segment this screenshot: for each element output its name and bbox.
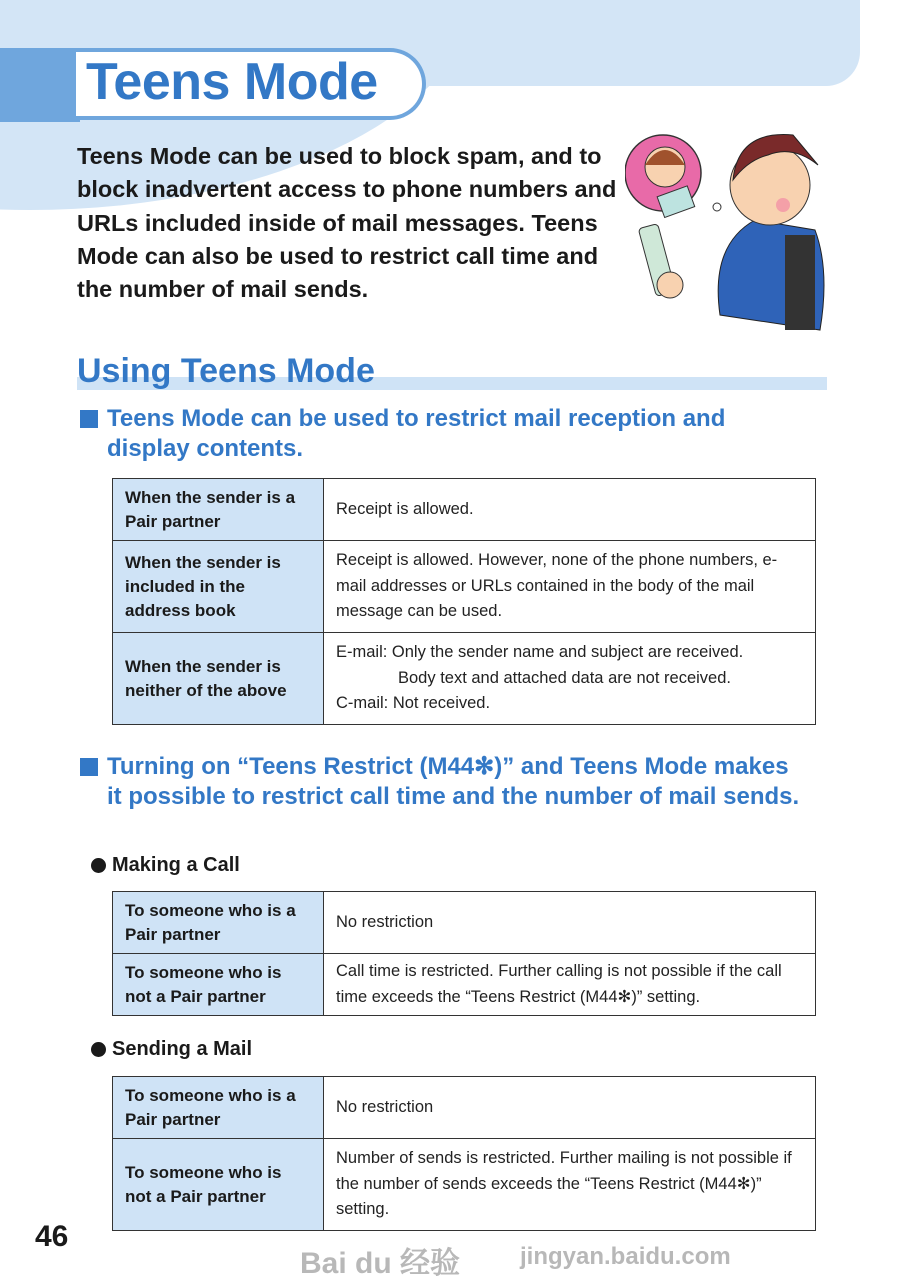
page-number: 46 [35,1220,69,1253]
table-row [113,633,816,725]
point-text: Teens Mode can be used to restrict mail reception and display contents. [107,405,726,462]
row-label: When the sender is a Pair partner [113,479,324,541]
call-restriction-table [112,891,816,1016]
table-row [113,1139,816,1231]
point-mail-reception [80,404,800,464]
circle-bullet-icon [91,858,106,873]
table-row [113,479,816,541]
table-row [113,892,816,954]
row-value: No restriction [324,1077,816,1139]
row-label: When the sender is neither of the above [113,633,324,725]
sending-mail-heading [91,1037,252,1061]
circle-bullet-icon [91,1042,106,1057]
heading-text: Sending a Mail [112,1038,253,1060]
intro-paragraph: Teens Mode can be used to block spam, and to block inadvertent access to phone numbers and URLs included inside of mail messages. Teens Mode can also be used to restrict call time and the number of mail sends. [77,143,617,303]
row-value: Receipt is allowed. [324,479,816,541]
heading-text: Making a Call [112,854,240,876]
making-call-heading [91,853,240,877]
row-label: To someone who is not a Pair partner [113,1139,324,1231]
mail-reception-table [112,478,816,725]
page-title: Teens Mode [86,53,378,111]
boy-with-phone-illustration [625,125,830,340]
title-accent-band [0,48,80,122]
email-rule: E-mail: Only the sender name and subject are received. [336,643,744,662]
row-value: Number of sends is restricted. Further mailing is not possible if the number of sends exceeds the “Teens Restrict (M44✻)” setting. [324,1139,816,1231]
row-label: To someone who is not a Pair partner [113,954,324,1016]
row-value [324,633,816,725]
row-label: To someone who is a Pair partner [113,892,324,954]
square-bullet-icon [80,410,98,428]
table-row [113,1077,816,1139]
table-row [113,541,816,633]
section-title: Using Teens Mode [77,352,375,390]
row-label: To someone who is a Pair partner [113,1077,324,1139]
point-text: Turning on “Teens Restrict (M44✻)” and Teens Mode makes it possible to restrict call time and the number of mail sends. [107,753,800,810]
watermark-brand: Bai du 经验 [300,1247,461,1280]
email-rule-detail: Body text and attached data are not received. [398,668,731,687]
watermark-url: jingyan.baidu.com [520,1243,731,1270]
square-bullet-icon [80,758,98,776]
row-value: Call time is restricted. Further calling is not possible if the call time exceeds the “Teens Restrict (M44✻)” setting. [324,954,816,1016]
point-teens-restrict [80,752,800,812]
row-value: No restriction [324,892,816,954]
mail-send-restriction-table [112,1076,816,1231]
cmail-rule: C-mail: Not received. [336,694,491,713]
row-value: Receipt is allowed. However, none of the phone numbers, e-mail addresses or URLs contained in the body of the mail message can be used. [324,541,816,633]
row-label: When the sender is included in the address book [113,541,324,633]
table-row [113,954,816,1016]
